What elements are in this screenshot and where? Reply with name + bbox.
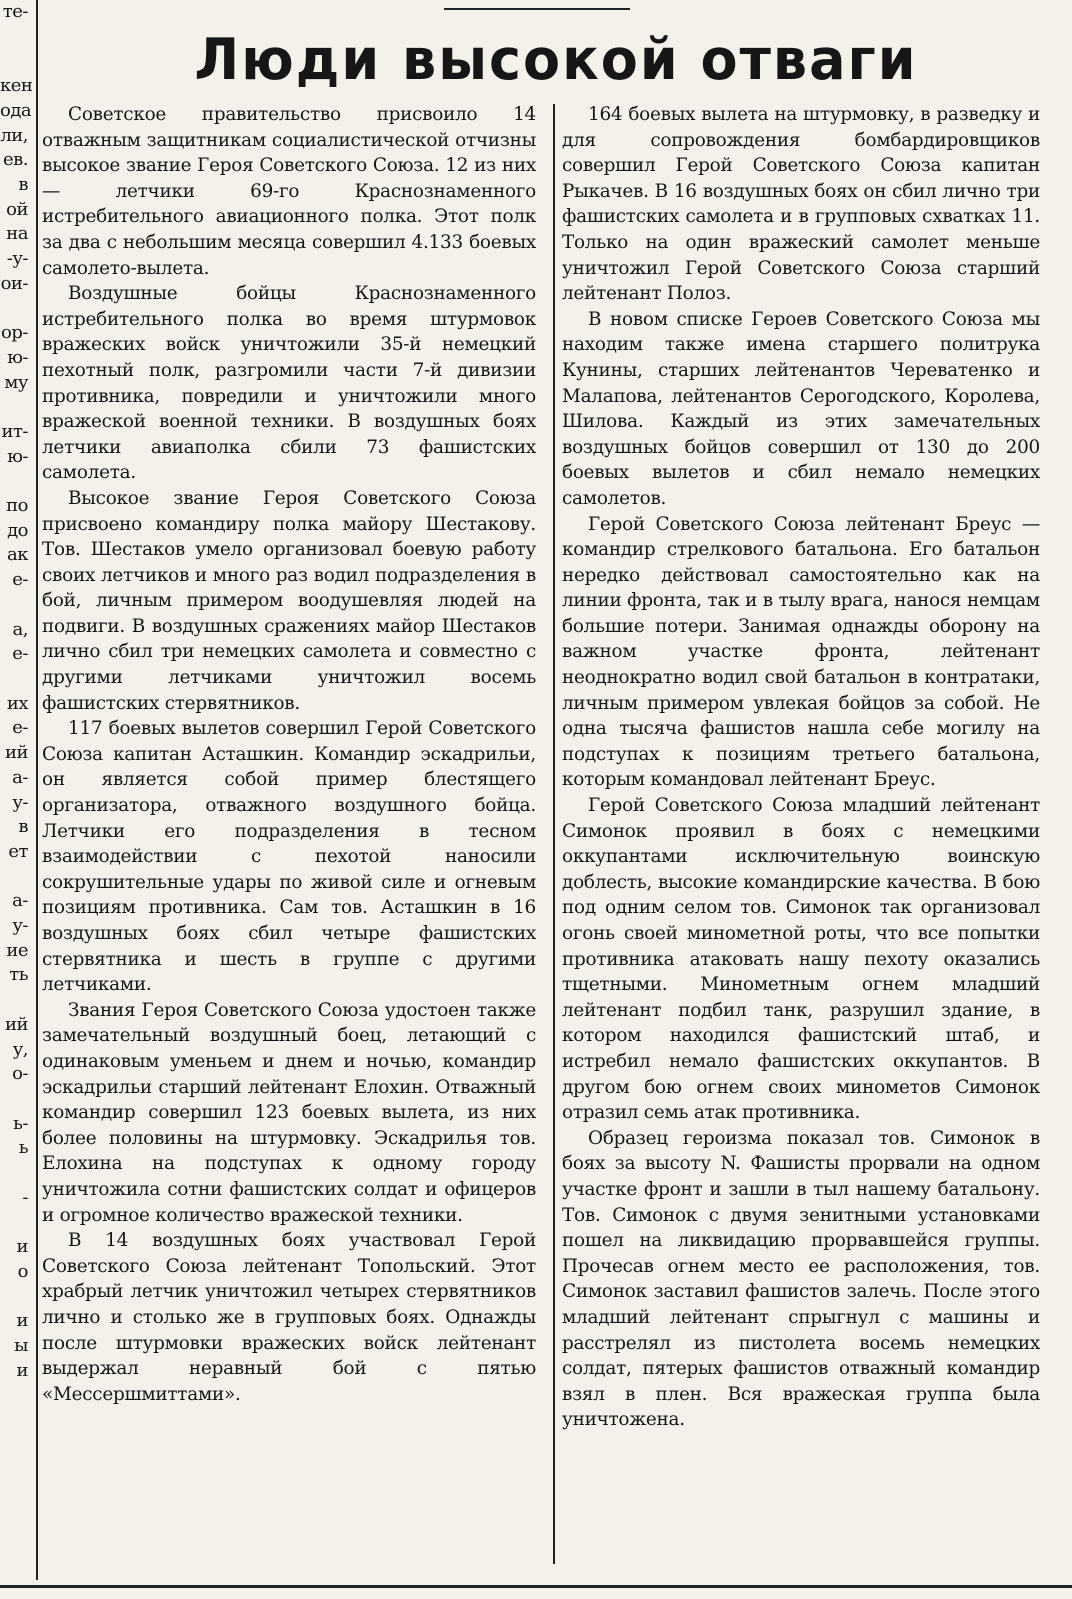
neighbor-fragment: му [4, 371, 28, 393]
neighbor-fragment: -у- [6, 248, 28, 270]
neighbor-fragment [0, 469, 34, 494]
neighbor-fragment: ю- [7, 346, 28, 368]
neighbor-fragment: ет [8, 840, 28, 862]
neighbor-fragment: а- [12, 890, 28, 912]
neighbor-fragment: ода [0, 99, 32, 121]
neighbor-fragment: в [18, 173, 28, 195]
paragraph: Образец героизма показал тов. Симонок в боях за высоту N. Фашисты прорвали на одном участке фронт и зашли в тыл нашему батальону. Тов. Симонок с двумя зенитными установками пошел на ликвидацию прорвавшейся группы. Прочесав огнем место ее расположения, тов. Симонок заставил фашистов залечь. После этого младший лейтенант спрыгнул с машины и расстрелял из пистолета восемь немецких солдат, пятерых фашистов отважный командир взял в плен. Вся вражеская группа была уничтожена. [562, 1127, 1040, 1431]
neighbor-fragment: на [6, 223, 28, 245]
neighbor-fragment [0, 593, 34, 618]
neighbor-fragment: ор- [1, 322, 28, 344]
paragraph: 117 боевых вылетов совершил Герой Советского Союза капитан Асташкин. Командир эскадрильи, он является собой пример блестящего организатора, отважного воздушного бойца. Летчики его подразделения в тесном взаимодействии с пехотой наносили сокрушительные удары по живой силе и огневым позициям противника. Сам тов. Асташкин в 16 воздушных боях сбил четыре фашистских стервятника и шесть в группе с другими летчиками. [42, 718, 536, 996]
neighbor-fragment [0, 296, 34, 321]
bottom-rule [0, 1585, 1072, 1588]
neighbor-fragment: ие [6, 939, 28, 961]
neighbor-fragment: в [18, 816, 28, 838]
neighbor-fragment: ев. [2, 149, 28, 171]
neighbor-fragment: ий [5, 742, 28, 764]
paragraph: Высокое звание Героя Советского Союза присвоено командиру полка майору Шестакову. Тов. Шестаков умело организовал боевую работу своих летчиков и много раз водил подразделения в бой, личным примером воодушевляя людей на подвиги. В воздушных сражениях майор Шестаков лично сбил три немецких самолета и совместно с другими летчиками уничтожил восемь фашистских стервятников. [42, 487, 536, 714]
neighbor-fragment [0, 1087, 34, 1112]
neighbor-fragment [0, 988, 34, 1013]
paragraph: В новом списке Героев Советского Союза мы находим также имена старшего политрука Кунины, старших лейтенантов Череватенко и Малапова, лейтенантов Серогодского, Королева, Шилова. Каждый из этих замечательных воздушных бойцов совершил от 130 до 200 боевых вылетов и сбил немало немецких самолетов. [562, 308, 1040, 509]
paragraph: Воздушные бойцы Краснознаменного истребительного полка во время штурмовок вражеских войск уничтожили 35-й немецкий пехотный полк, разгромили части 7-й дивизии противника, повредили и уничтожили много вражеской военной техники. В воздушных боях летчики авиаполка сбили 73 фашистских самолета. [42, 283, 536, 484]
neighbor-fragment: а, [12, 618, 28, 640]
neighbor-fragment: о- [12, 1063, 28, 1085]
neighbor-fragment: ь [18, 1137, 28, 1159]
paragraph: Звания Героя Советского Союза удостоен также замечательный воздушный боец, летающий с одинаковым уменьем и днем и ночью, командир эскадрильи старший лейтенант Елохин. Отважный командир совершил 123 боевых вылета, из них более половины на штурмовку. Эскадрилья тов. Елохина на подступах к одному городу уничтожила сотни фашистских солдат и офицеров и огромное количество вражеской техники. [42, 999, 536, 1226]
neighbor-fragment: ли, [0, 124, 28, 146]
article-right-column [562, 102, 1040, 1433]
neighbor-fragment: ий [5, 1013, 28, 1035]
neighbor-fragment: е- [12, 643, 28, 665]
neighbor-fragment: - [22, 1186, 28, 1208]
neighbor-fragment: их [6, 692, 28, 714]
paragraph: Советское правительство присвоило 14 отважным защитникам социалистической отчизны высокое звание Героя Советского Союза. 12 из них — летчики 69-го Краснознаменного истребительного авиационного полка. Этот полк за два с небольшим месяца совершил 4.133 боевых самолето-вылета. [42, 104, 536, 279]
neighbor-fragment: у, [12, 1038, 28, 1060]
neighbor-fragment: ть [9, 964, 28, 986]
article-left-column [42, 102, 536, 1407]
neighbor-fragment [0, 1210, 34, 1235]
neighbor-fragment: е- [12, 717, 28, 739]
left-column-rule [36, 0, 38, 1580]
column-divider [553, 104, 555, 1564]
neighbor-fragment [0, 25, 34, 50]
neighbor-fragment: по [6, 495, 28, 517]
neighbor-fragment [0, 865, 34, 890]
article-title: Люди высокой отваги [194, 26, 918, 93]
neighbor-fragment [0, 49, 34, 74]
neighbor-fragment: а- [12, 766, 28, 788]
neighbor-fragment: ой [6, 198, 28, 220]
paragraph: Герой Советского Союза лейтенант Бреус — командир стрелкового батальона. Его батальон нередко действовал самостоятельно как на линии фронта, так и в тылу врага, нанося немцам большие потери. Занимая однажды оборону на важном участке фронта, лейтенант неоднократно водил свой батальон в контратаки, личным примером увлекая бойцов за собой. Не одна тысяча фашистов нашла себе могилу на подступах к позициям третьего батальона, которым командовал лейтенант Бреус. [562, 513, 1040, 791]
neighbor-fragment: и [16, 1236, 28, 1258]
neighbor-fragment: ои- [0, 272, 28, 294]
paragraph: Герой Советского Союза младший лейтенант Симонок проявил в боях с немецкими оккупантами исключительную воинскую доблесть, высокие командирские качества. В бою под одним селом тов. Симонок так организовал огонь своей минометной роты, что все попытки противника атаковать нашу пехоту оказались тщетными. Минометным огнем младший лейтенант подбил танк, разрушил здание, в котором находился фашистский штаб, и истребил немало фашистских оккупантов. В другом бою огнем своих минометов Симонок отразил семь атак противника. [562, 795, 1040, 1124]
neighbor-fragment: ь- [13, 1112, 28, 1134]
top-rule [444, 8, 630, 10]
neighbor-fragment [0, 1285, 34, 1310]
neighbor-fragment: у- [12, 915, 28, 937]
neighbor-fragment: те- [2, 1, 28, 22]
neighbor-fragment: и [16, 1310, 28, 1332]
neighbor-fragment: ак [7, 544, 28, 566]
neighbor-fragment: у- [12, 791, 28, 813]
neighbor-column-fragments [0, 0, 34, 1560]
neighbor-fragment: и [16, 1359, 28, 1381]
neighbor-fragment: о [17, 1260, 28, 1282]
paragraph: В 14 воздушных боях участвовал Герой Советского Союза лейтенант Топольский. Этот храбрый летчик уничтожил четырех стервятников лично и столько же в групповых боях. Однажды после штурмовки вражеских войск лейтенант выдержал неравный бой с пятью «Мессершмиттами». [42, 1230, 536, 1405]
neighbor-fragment: е- [12, 569, 28, 591]
neighbor-fragment: ю- [7, 445, 28, 467]
neighbor-fragment [0, 395, 34, 420]
neighbor-fragment: ы [14, 1334, 28, 1356]
neighbor-fragment [0, 1161, 34, 1186]
neighbor-fragment [0, 667, 34, 692]
neighbor-fragment: кен [0, 75, 33, 97]
neighbor-fragment: ит- [1, 420, 28, 442]
neighbor-fragment: до [7, 519, 28, 541]
paragraph: 164 боевых вылета на штурмовку, в разведку и для сопровождения бомбардировщиков совершил Герой Советского Союза капитан Рыкачев. В 16 воздушных боях он сбил лично три фашистских самолета и в групповых схватках 11. Только на один вражеский самолет меньше уничтожил Герой Советского Союза старший лейтенант Полоз. [562, 104, 1040, 305]
